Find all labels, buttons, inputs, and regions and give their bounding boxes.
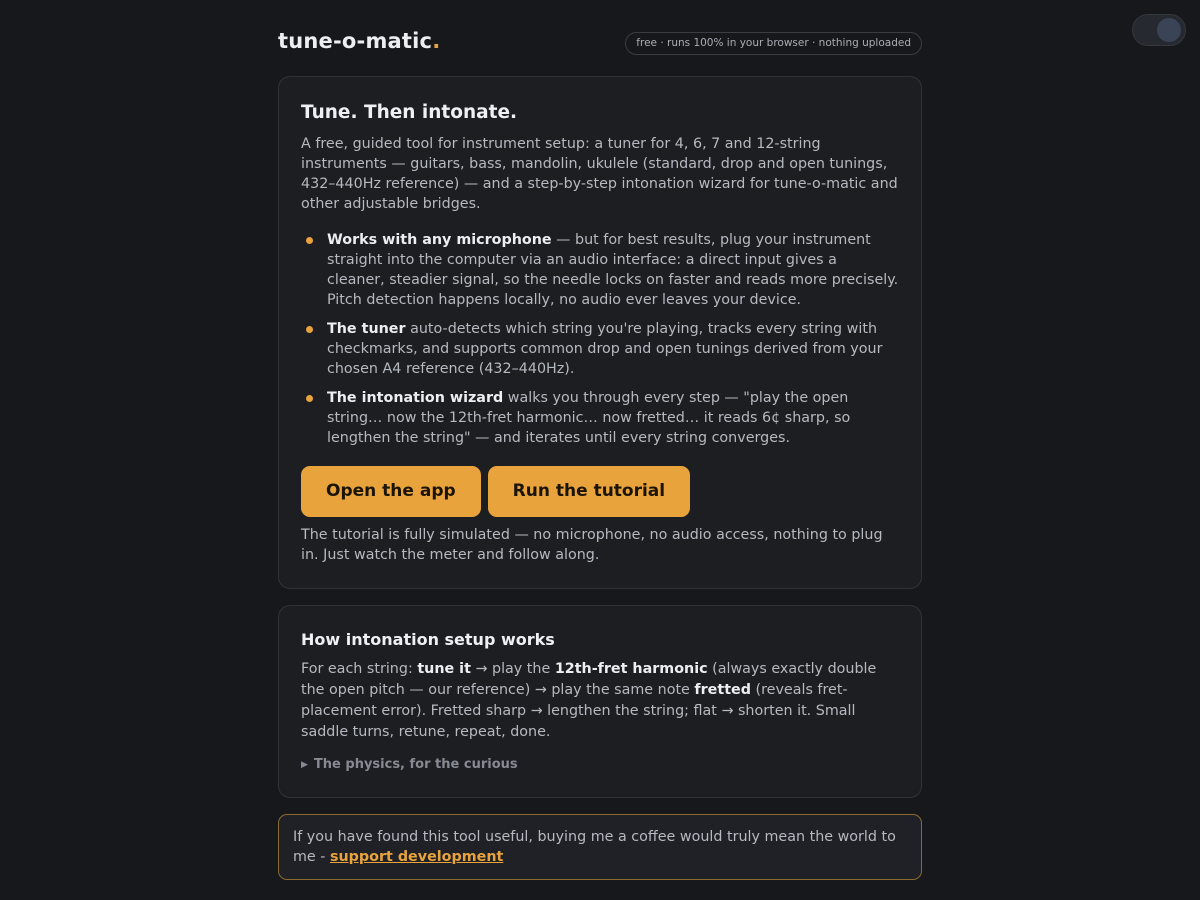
hero-intro: A free, guided tool for instrument setup: a tuner for 4, 6, 7 and 12-string instruments — guitars, bass, mandolin, ukulele (standard, drop and open tunings, 432–440Hz reference) — and a step-by-step intonation wizard for tune-o-matic and other adjustable bridges. bbox=[301, 136, 898, 212]
theme-toggle[interactable] bbox=[1132, 14, 1186, 46]
how-text-1: For each string: bbox=[301, 661, 418, 677]
feature-item-wizard bbox=[301, 388, 899, 448]
physics-details-label: The physics, for the curious bbox=[313, 757, 518, 772]
logo-dot: . bbox=[432, 29, 441, 53]
feature-title: The tuner bbox=[327, 321, 406, 337]
how-bold-tune: tune it bbox=[417, 661, 471, 677]
hero-title: Tune. Then intonate. bbox=[301, 102, 518, 123]
how-text-2: → play the bbox=[470, 661, 555, 677]
how-title: How intonation setup works bbox=[301, 630, 555, 649]
feature-text: auto-detects which string you're playing, tracks every string with checkmarks, and supports common drop and open tunings derived from your chosen A4 reference (432–440Hz). bbox=[327, 321, 883, 377]
logo[interactable] bbox=[278, 29, 440, 53]
feature-item-tuner bbox=[301, 319, 899, 379]
feature-item-microphone bbox=[301, 230, 899, 310]
run-tutorial-button[interactable]: Run the tutorial bbox=[488, 466, 690, 517]
disclosure-triangle-icon: ▶ bbox=[301, 760, 308, 770]
how-text-3: (always exactly double the open pitch — our reference) → play the same note bbox=[301, 661, 877, 698]
how-bold-fretted: fretted bbox=[694, 682, 751, 698]
hero-card bbox=[278, 76, 922, 589]
support-text: If you have found this tool useful, buying me a coffee would truly mean the world to me - bbox=[293, 829, 896, 865]
theme-toggle-knob bbox=[1157, 18, 1181, 42]
logo-text: tune-o-matic bbox=[278, 29, 433, 53]
how-it-works-card bbox=[278, 605, 922, 798]
feature-title: The intonation wizard bbox=[327, 390, 504, 406]
open-app-button[interactable]: Open the app bbox=[301, 466, 481, 517]
how-description bbox=[301, 659, 899, 743]
page-container bbox=[278, 0, 922, 865]
bullet-icon bbox=[306, 237, 313, 244]
physics-details-toggle[interactable] bbox=[301, 755, 899, 775]
bullet-icon bbox=[306, 395, 313, 402]
how-bold-harmonic: 12th-fret harmonic bbox=[554, 661, 708, 677]
tutorial-note: The tutorial is fully simulated — no microphone, no audio access, nothing to plug in. Just watch the meter and follow along. bbox=[301, 527, 883, 563]
tagline-badge: free · runs 100% in your browser · nothing uploaded bbox=[625, 32, 922, 55]
support-banner bbox=[278, 814, 922, 880]
feature-text: — but for best results, plug your instrument straight into the computer via an audio interface: a direct input gives a cleaner, steadier signal, so the needle locks on faster and reads more precisely. Pitch detection happens locally, no audio ever leaves your device. bbox=[327, 232, 899, 308]
feature-list bbox=[301, 230, 899, 448]
support-development-link[interactable]: support development bbox=[329, 849, 504, 865]
feature-title: Works with any microphone bbox=[327, 232, 552, 248]
bullet-icon bbox=[306, 326, 313, 333]
how-text-4: (reveals fret-placement error). Fretted sharp → lengthen the string; flat → shorten it. Small saddle turns, retune, repeat, done. bbox=[301, 682, 856, 740]
header bbox=[278, 0, 922, 88]
feature-text: walks you through every step — "play the open string… now the 12th-fret harmonic… now fretted… it reads 6¢ sharp, so lengthen the string" — and iterates until every string converges. bbox=[327, 390, 851, 446]
cta-buttons bbox=[301, 466, 899, 517]
